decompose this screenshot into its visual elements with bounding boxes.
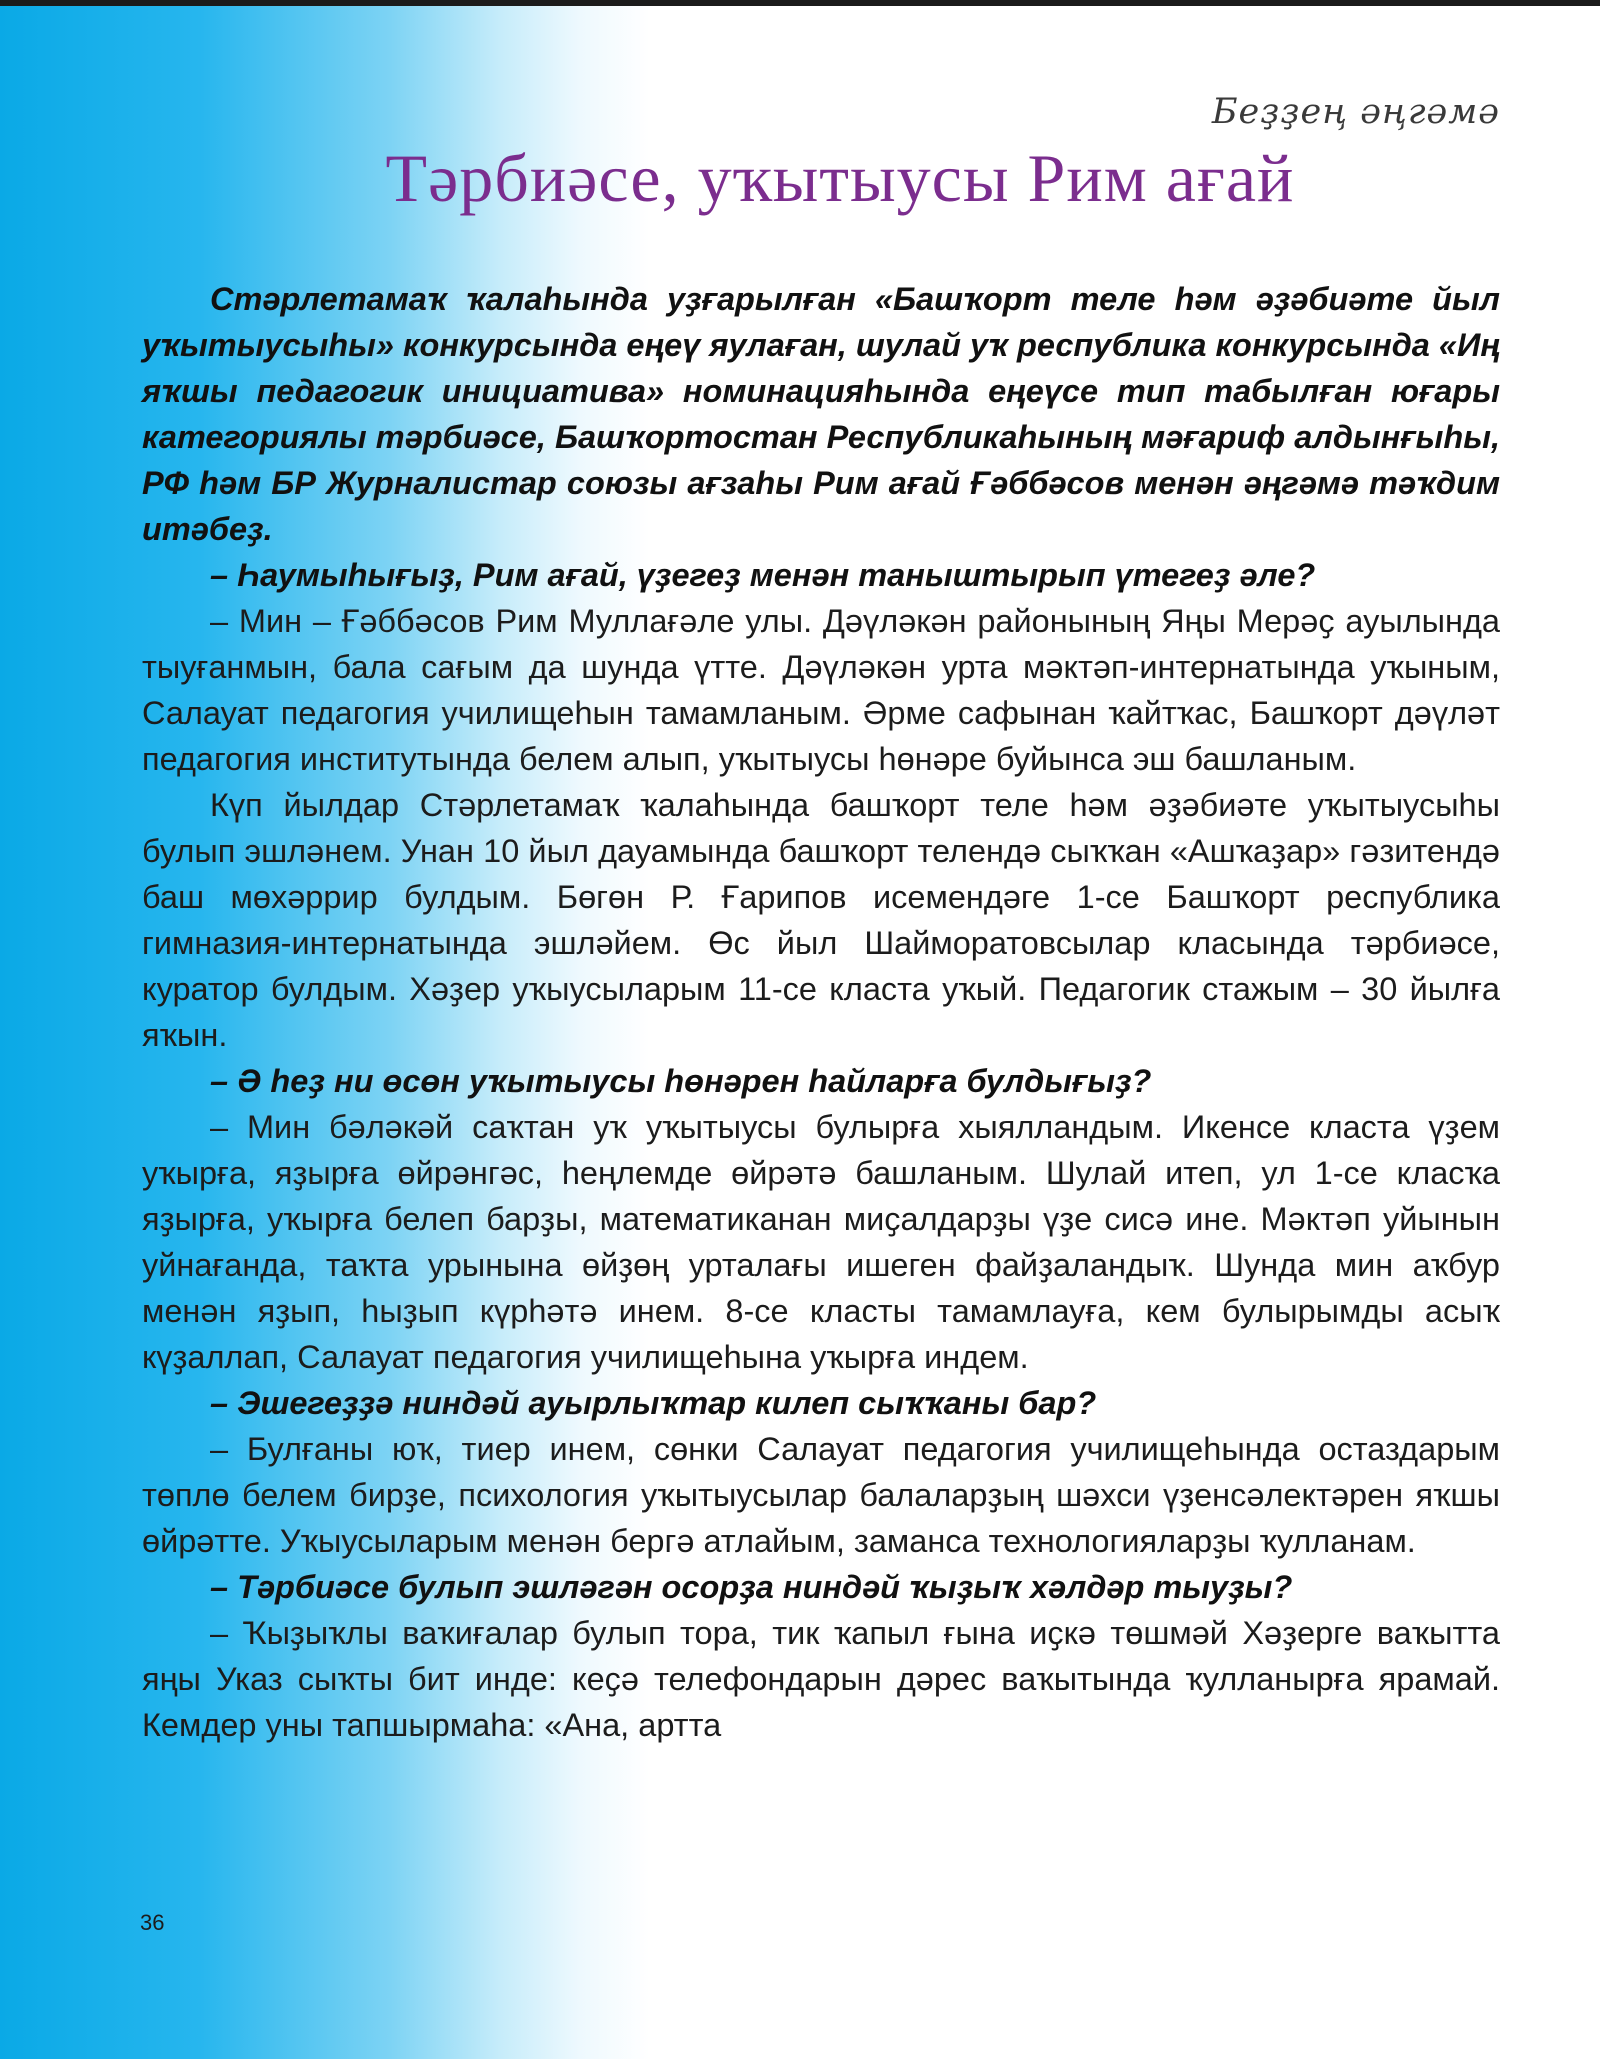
article-body (142, 276, 1500, 1748)
interview-answer: – Мин бәләкәй саҡтан уҡ уҡытыусы булырға хыялландым. Икенсе класта үҙем уҡырға, яҙырға өйрәнгәс, һеңлемде өйрәтә башланым. Шулай итеп, ул 1-се класҡа яҙырға, уҡырға белеп барҙы, математиканан миҫалдарҙы үҙе сисә ине. Мәктәп уйынын уйнағанда, таҡта урынына өйҙөң урталағы ишеген файҙаландыҡ. Шунда мин аҡбур менән яҙып, һыҙып күрһәтә инем. 8-се класты тамамлауға, кем булырымды асыҡ күҙаллап, Салауат педагогия училищеһына уҡырға индем. (142, 1109, 1500, 1375)
interview-question: – Һаумыһығыҙ, Рим ағай, үҙегеҙ менән таныштырып үтегеҙ әле? (210, 557, 1316, 593)
section-label: Беҙҙең әңгәмә (1170, 84, 1510, 140)
interview-answer: – Булғаны юҡ, тиер инем, сөнки Салауат педагогия училищеһында остаздарым төплө белем бирҙе, психология уҡытыусылар балаларҙың шәхси үҙенсәлектәрен яҡшы өйрәтте. Уҡыусыларым менән бергә атлайым, заманса технологияларҙы ҡулланам. (142, 1431, 1500, 1559)
top-border (0, 0, 1600, 6)
interview-answer: – Ҡыҙыҡлы ваҡиғалар булып тора, тик ҡапыл ғына иҫкә төшмәй Хәҙерге ваҡытта яңы Указ сыҡты бит инде: кеҫә телефондарын дәрес ваҡытында ҡулланырға ярамай. Кемдер уны тапшырмаһа: «Ана, артта (142, 1615, 1500, 1743)
interview-question: – Эшегеҙҙә ниндәй ауырлыҡтар килеп сыҡҡаны бар? (210, 1385, 1097, 1421)
interview-question: – Ә һеҙ ни өсөн уҡытыусы һөнәрен һайларға булдығыҙ? (210, 1063, 1152, 1099)
page-number: 36 (140, 1910, 165, 1935)
interview-answer: Күп йылдар Стәрлетамаҡ ҡалаһында башҡорт теле һәм әҙәбиәте уҡытыусыһы булып эшләнем. Унан 10 йыл дауамында башҡорт телендә сыҡҡан «Ашҡаҙар» гәзитендә баш мөхәррир булдым. Бөгөн Р. Ғарипов исемендәге 1-се Башҡорт республика гимназия-интернатында эшләйем. Өс йыл Шайморатовсылар класында тәрбиәсе, куратор булдым. Хәҙер уҡыусыларым 11-се класта уҡый. Педагогик стажым – 30 йылға яҡын. (142, 787, 1500, 1053)
interview-answer: – Мин – Ғәббәсов Рим Муллағәле улы. Дәүләкән районының Яңы Мерәҫ ауылында тыуғанмын, бала сағым да шунда үтте. Дәүләкән урта мәктәп-интернатында уҡыным, Салауат педагогия училищеһын тамамланым. Әрме сафынан ҡайтҡас, Башҡорт дәүләт педагогия институтында белем алып, уҡытыусы һөнәре буйынса эш башланым. (142, 603, 1500, 777)
lead-paragraph: Стәрлетамаҡ ҡалаһында уҙғарылған «Башҡорт теле һәм әҙәбиәте йыл уҡытыусыһы» конкурсында еңеү яулаған, шулай уҡ республика конкурсында «Иң яҡшы педагогик инициатива» номинацияһында еңеүсе тип табылған юғары категориялы тәрбиәсе, Башҡортостан Республикаһының мәғариф алдынғыһы, РФ һәм БР Журналистар союзы ағзаһы Рим ағай Ғәббәсов менән әңгәмә тәҡдим итәбеҙ. (142, 281, 1500, 547)
interview-question: – Тәрбиәсе булып эшләгән осорҙа ниндәй ҡыҙыҡ хәлдәр тыуҙы? (210, 1569, 1293, 1605)
article-title: Тәрбиәсе, уҡытыусы Рим ағай (385, 140, 1295, 216)
